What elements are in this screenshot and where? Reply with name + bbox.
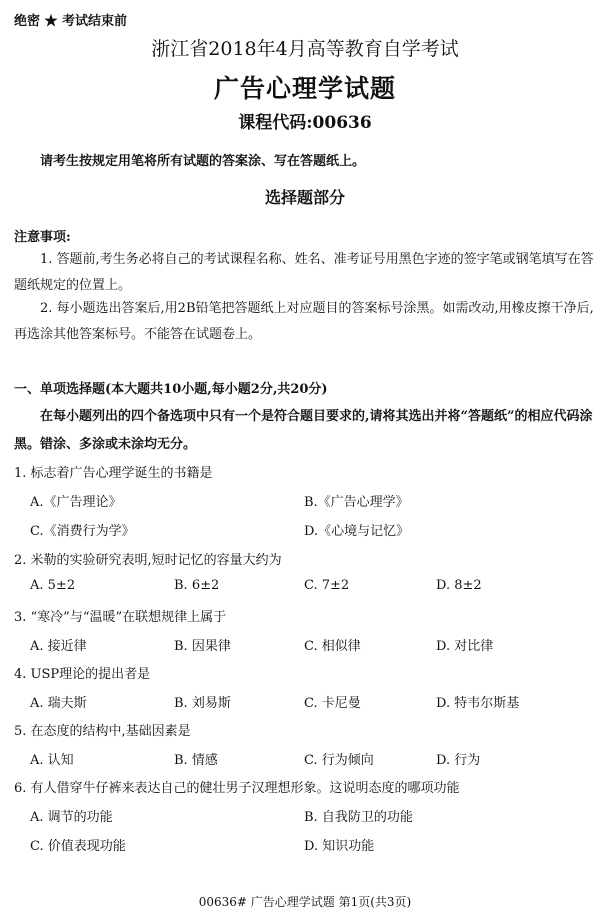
question-stem: 5. 在态度的结构中,基础因素是 bbox=[14, 724, 191, 739]
exam-title: 浙江省2018年4月高等教育自学考试 bbox=[151, 38, 459, 60]
option-b: B. 情感 bbox=[174, 753, 218, 768]
option-c: C. 相似律 bbox=[304, 639, 361, 654]
part-title: 一、单项选择题(本大题共10小题,每小题2分,共20分) bbox=[14, 382, 328, 397]
question-stem: 1. 标志着广告心理学诞生的书籍是 bbox=[14, 466, 213, 481]
option-c: C.《消费行为学》 bbox=[30, 524, 135, 539]
paper-title: 广告心理学试题 bbox=[213, 74, 396, 103]
section-title: 选择题部分 bbox=[264, 188, 345, 207]
option-a: A. 认知 bbox=[30, 753, 74, 768]
option-c: C. 价值表现功能 bbox=[30, 839, 126, 854]
option-d: D.《心境与记忆》 bbox=[304, 524, 410, 539]
question-stem: 3. “寒冷”与“温暖”在联想规律上属于 bbox=[14, 610, 227, 625]
option-a: A. 瑞夫斯 bbox=[30, 696, 87, 711]
note-item: 2. 每小题选出答案后,用2B铅笔把答题纸上对应题目的答案标号涂黑。如需改动,用橡皮擦干净后,再选涂其他答案标号。不能答在试题卷上。 bbox=[14, 301, 594, 342]
option-d: D. 行为 bbox=[436, 753, 481, 768]
option-d: D. 知识功能 bbox=[304, 839, 375, 854]
secret-tag: 绝密 ★ 考试结束前 bbox=[14, 14, 128, 29]
note-item: 1. 答题前,考生务必将自己的考试课程名称、姓名、准考证号用黑色字迹的签字笔或钢笔填写在答题纸规定的位置上。 bbox=[14, 252, 594, 293]
option-b: B. 6±2 bbox=[174, 578, 220, 593]
course-code: 课程代码:00636 bbox=[238, 113, 372, 133]
question-stem: 4. USP理论的提出者是 bbox=[14, 667, 151, 682]
option-a: A. 接近律 bbox=[30, 639, 87, 654]
option-b: B.《广告心理学》 bbox=[304, 495, 409, 510]
question-stem: 6. 有人借穿牛仔裤来表达自己的健壮男子汉理想形象。这说明态度的哪项功能 bbox=[14, 781, 460, 796]
answer-instruction: 请考生按规定用笔将所有试题的答案涂、写在答题纸上。 bbox=[40, 154, 366, 169]
option-b: B. 自我防卫的功能 bbox=[304, 810, 413, 825]
option-a: A. 调节的功能 bbox=[30, 810, 113, 825]
option-a: A.《广告理论》 bbox=[30, 495, 122, 510]
option-c: C. 行为倾向 bbox=[304, 753, 374, 768]
page-footer: 00636# 广告心理学试题 第1页(共3页) bbox=[198, 895, 412, 909]
option-d: D. 特韦尔斯基 bbox=[436, 696, 520, 711]
option-d: D. 8±2 bbox=[436, 578, 482, 593]
part-description: 在每小题列出的四个备选项中只有一个是符合题目要求的,请将其选出并将“答题纸”的相应代码涂黑。错涂、多涂或未涂均无分。 bbox=[14, 409, 593, 452]
option-d: D. 对比律 bbox=[436, 639, 494, 654]
question-stem: 2. 米勒的实验研究表明,短时记忆的容量大约为 bbox=[14, 553, 282, 568]
option-c: C. 卡尼曼 bbox=[304, 696, 361, 711]
option-a: A. 5±2 bbox=[30, 578, 76, 593]
option-c: C. 7±2 bbox=[304, 578, 350, 593]
notes-title: 注意事项: bbox=[14, 230, 71, 245]
option-b: B. 刘易斯 bbox=[174, 696, 231, 711]
option-b: B. 因果律 bbox=[174, 639, 231, 654]
